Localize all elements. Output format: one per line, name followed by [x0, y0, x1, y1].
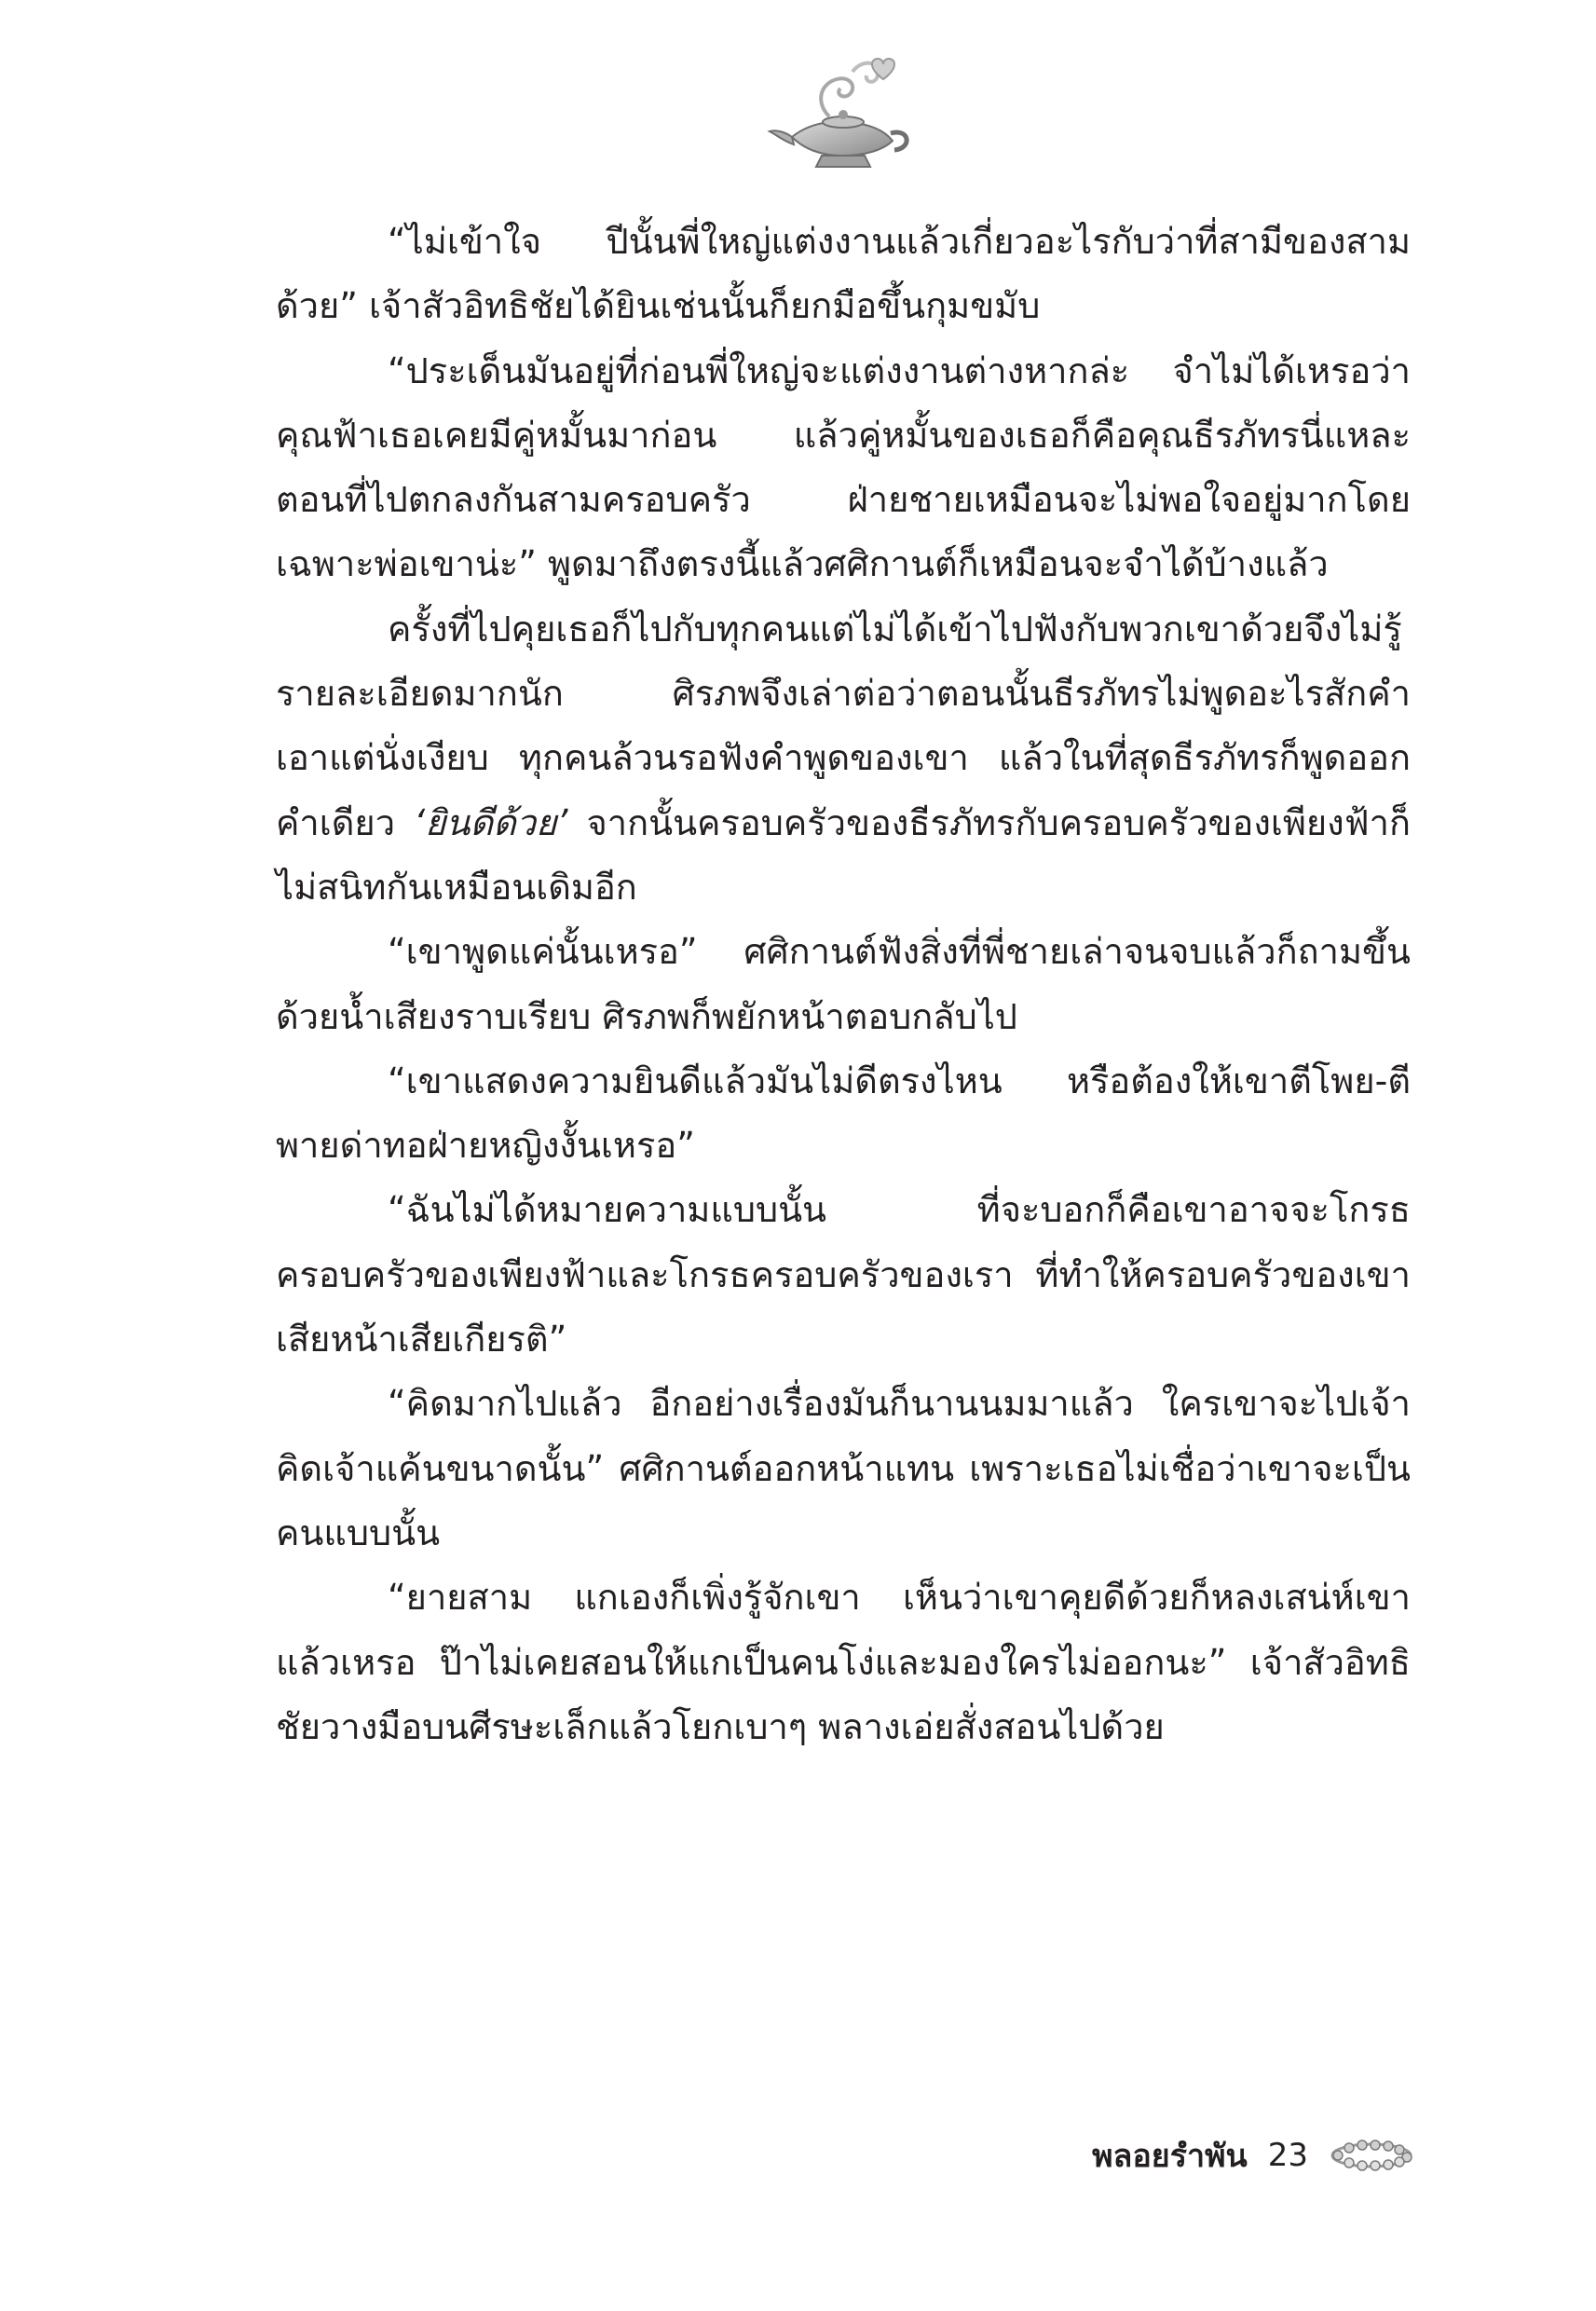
paragraph-7: “คิดมากไปแล้ว อีกอย่างเรื่องมันก็นานนมมาแล้ว ใครเขาจะไปเจ้าคิดเจ้าแค้นขนาดนั้น” ศศิกานต์ออกหน้าแทน เพราะเธอไม่เชื่อว่าเขาจะเป็นคนแบบนั้น: [276, 1383, 1411, 1553]
book-title: พลอยรำพัน: [1092, 2138, 1248, 2175]
paragraph-2: “ประเด็นมันอยู่ที่ก่อนพี่ใหญ่จะแต่งงานต่างหากล่ะ จำไม่ได้เหรอว่าคุณฟ้าเธอเคยมีคู่หมั้นมาก่อน แล้วคู่หมั้นของเธอก็คือคุณธีรภัทรนี่แหละ ตอนที่ไปตกลงกันสามครอบครัว ฝ่ายชายเหมือนจะไม่พอใจอยู่มากโดยเฉพาะพ่อเขาน่ะ” พูดมาถึงตรงนี้แล้วศศิกานต์ก็เหมือนจะจำได้บ้างแล้ว: [276, 349, 1411, 585]
paragraph-8: “ยายสาม แกเองก็เพิ่งรู้จักเขา เห็นว่าเขาคุยดีด้วยก็หลงเสน่ห์เขาแล้วเหรอ ป๊าไม่เคยสอนให้แกเป็นคนโง่และมองใครไม่ออกนะ” เจ้าสัวอิทธิชัยวางมือบนศีรษะเล็กแล้วโยกเบาๆ พลางเอ่ยสั่งสอนไปด้วย: [276, 1577, 1411, 1747]
paragraph-3-text-start: ครั้งที่ไปคุยเธอก็ไปกับทุกคนแต่ไม่ได้เข้าไปฟังกับพวกเขาด้วยจึงไม่รู้รายละเอียดมากนัก ศิรภพจึงเล่าต่อว่าตอนนั้นธีรภัทรไม่พูดอะไรสักคำเอาแต่นั่งเงียบ ทุกคนล้วนรอฟังคำพูดของเขา แล้วในที่สุดธีรภัทรก็พูดออกคำเดียว: [276, 608, 1411, 843]
paragraph-6: “ฉันไม่ได้หมายความแบบนั้น ที่จะบอกก็คือเขาอาจจะโกรธครอบครัวของเพียงฟ้าและโกรธครอบครัวของเรา ที่ทำให้ครอบครัวของเขาเสียหน้าเสียเกียรติ”: [276, 1189, 1411, 1361]
page-number: 23: [1267, 2137, 1308, 2174]
paragraph-5: “เขาแสดงความยินดีแล้วมันไม่ดีตรงไหน หรือต้องให้เขาตีโพย-ตีพายด่าทอฝ่ายหญิงงั้นเหรอ”: [276, 1060, 1411, 1167]
paragraph-3-emphasis: ‘ยินดีด้วย’: [414, 801, 568, 843]
paragraph-3-text-end: จากนั้นครอบครัวของธีรภัทรกับครอบครัวของเพียงฟ้าก็ไม่สนิทกันเหมือนเดิมอีก: [276, 801, 1411, 908]
genie-lamp-icon: [764, 51, 922, 172]
paragraph-1: “ไม่เข้าใจ ปีนั้นพี่ใหญ่แต่งงานแล้วเกี่ยวอะไรกับว่าที่สามีของสามด้วย” เจ้าสัวอิทธิชัยได้ยินเช่นนั้นก็ยกมือขึ้นกุมขมับ: [276, 221, 1411, 327]
body-text: [276, 210, 1411, 1759]
paragraph-3: [276, 597, 1411, 920]
paragraph-4: “เขาพูดแค่นั้นเหรอ” ศศิกานต์ฟังสิ่งที่พี่ชายเล่าจนจบแล้วก็ถามขึ้นด้วยน้ำเสียงราบเรียบ ศิรภพก็พยักหน้าตอบกลับไป: [276, 931, 1411, 1037]
page-footer: [1092, 2132, 1414, 2179]
bracelet-icon: [1329, 2137, 1414, 2174]
